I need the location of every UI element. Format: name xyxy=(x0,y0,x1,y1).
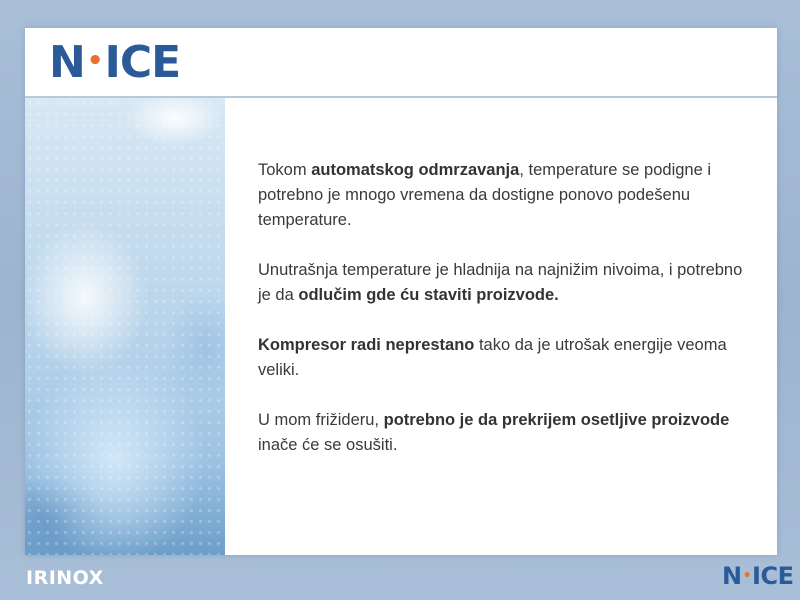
ice-image xyxy=(25,98,225,555)
ice-texture xyxy=(25,98,225,555)
p3-bold: Kompresor radi neprestano xyxy=(258,336,475,354)
slide-card xyxy=(25,28,777,555)
p4-text: U mom frižideru, xyxy=(258,411,384,429)
slide-body xyxy=(258,158,748,483)
paragraph-internal-temp xyxy=(258,258,748,308)
p1-bold: automatskog odmrzavanja xyxy=(311,161,520,179)
irinox-logo: IRINOX xyxy=(26,567,104,589)
footer-logo-dot-icon: • xyxy=(742,568,752,584)
logo-dot-icon: • xyxy=(86,46,103,76)
logo-letter-n: N xyxy=(49,37,85,88)
slide-header xyxy=(25,28,777,98)
p2-bold: odlučim gde ću staviti proizvode. xyxy=(298,286,559,304)
paragraph-fridge xyxy=(258,408,748,458)
footer-logo-word-ice: ICE xyxy=(752,562,794,590)
nice-footer-logo xyxy=(722,562,793,590)
p1-text-end: , temperature se podigne i potrebno je mnogo vremena da dostigne ponovo podešenu temperature. xyxy=(258,161,712,229)
p2-text: Unutrašnja temperature je hladnija na najnižim nivoima, i potrebno je da xyxy=(258,261,743,304)
paragraph-compressor xyxy=(258,333,748,383)
logo-word-ice: ICE xyxy=(104,37,181,88)
footer-logo-letter-n: N xyxy=(722,562,742,590)
p1-text: Tokom xyxy=(258,161,312,179)
p3-text: tako da je utrošak energije veoma veliki. xyxy=(258,336,727,379)
nice-logo xyxy=(49,38,180,88)
p4-bold: potrebno je da prekrijem osetljive proizvode xyxy=(383,411,730,429)
p4-text-end: inače će se osušiti. xyxy=(258,411,739,454)
paragraph-defrost xyxy=(258,158,748,233)
